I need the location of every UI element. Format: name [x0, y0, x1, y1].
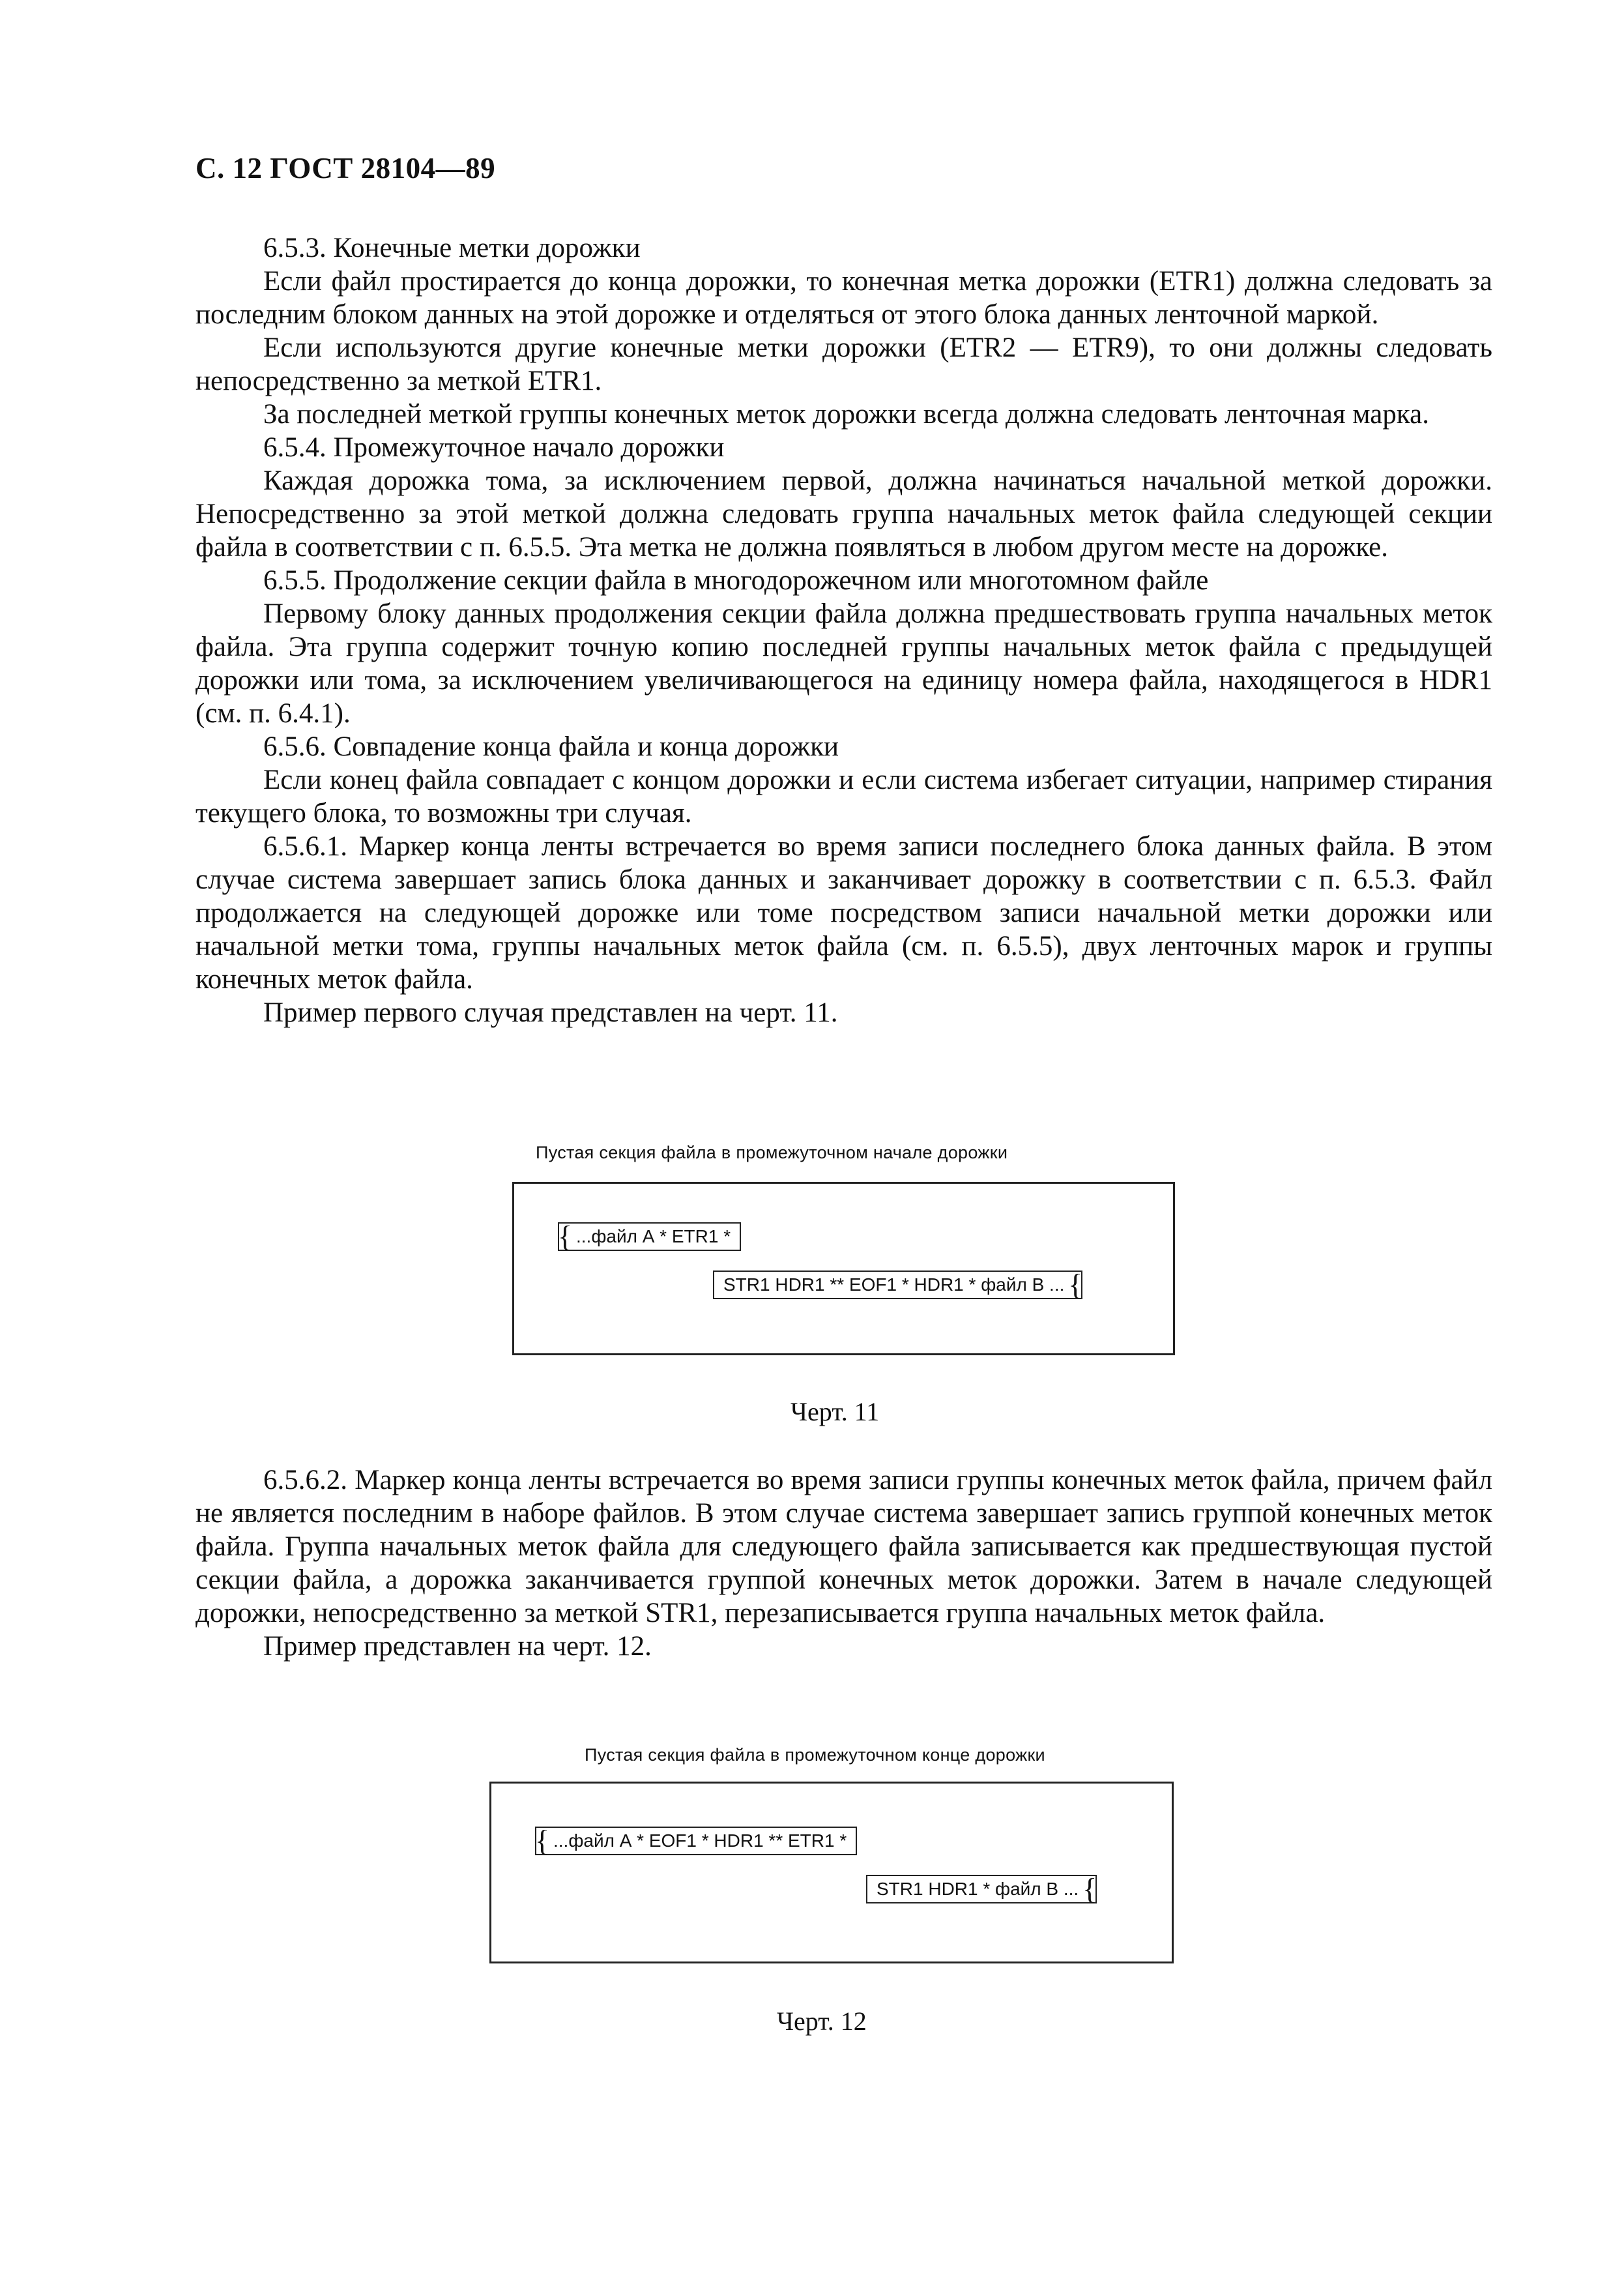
- section-heading: 6.5.5. Продолжение секции файла в многодорожечном или многотомном файле: [263, 565, 1209, 596]
- section-heading: 6.5.4. Промежуточное начало дорожки: [263, 432, 725, 463]
- figure-12-tape-start: [866, 1872, 1097, 1905]
- text-block-2: [196, 1463, 1492, 1663]
- tape-label: ...файл А * EOF1 * HDR1 ** ETR1 *: [553, 1830, 847, 1851]
- section-heading: 6.5.3. Конечные метки дорожки: [263, 233, 641, 263]
- section-heading: 6.5.6. Совпадение конца файла и конца дорожки: [263, 731, 839, 762]
- tape-label: STR1 HDR1 * файл В ...: [877, 1879, 1079, 1899]
- figure-11-frame: [512, 1182, 1175, 1355]
- paragraph: 6.5.6.1. Маркер конца ленты встречается во время записи последнего блока данных файла. В этом случае система завершает запись блока данных и заканчивает дорожку в соответствии с п. 6.5.3. Файл продолжается на следующей дорожке или томе посредством записи начальной метки дорожки или начальной метки тома, группы начальных меток файла (см. п. 6.5.5), двух ленточных марок и группы конечных меток файла.: [196, 831, 1492, 995]
- paragraph: За последней меткой группы конечных меток дорожки всегда должна следовать ленточная марка.: [263, 399, 1429, 430]
- tape-label: STR1 HDR1 ** EOF1 * HDR1 * файл В ...: [723, 1274, 1065, 1295]
- figure-11-tape-end: [558, 1222, 741, 1251]
- figure-12-caption: Черт. 12: [777, 2006, 867, 2036]
- paragraph: Первому блоку данных продолжения секции файла должна предшествовать группа начальных меток файла. Эта группа содержит точную копию последней группы начальных меток файла с предыдущей дорожки или тома, за исключением увеличивающегося на единицу номера файла, находящегося в HDR1 (см. п. 6.4.1).: [196, 598, 1492, 729]
- paragraph: Пример представлен на черт. 12.: [263, 1631, 652, 1662]
- tape-label: ...файл А * ETR1 *: [576, 1226, 731, 1246]
- figure-11-tape-start: [713, 1268, 1083, 1301]
- paragraph: Если используются другие конечные метки дорожки (ETR2 — ETR9), то они должны следовать непосредственно за меткой ETR1.: [196, 332, 1492, 396]
- figure-12-frame: [489, 1782, 1174, 1963]
- paragraph: 6.5.6.2. Маркер конца ленты встречается во время записи группы конечных меток файла, причем файл не является последним в наборе файлов. В этом случае система завершает запись группой конечных меток файла. Группа начальных меток файла для следующего файла записывается как предшествующая пустой секции файла, а дорожка заканчивается группой конечных меток дорожки. Затем в начале следующей дорожки, непосредственно за меткой STR1, перезаписывается группа начальных меток файла.: [196, 1465, 1492, 1628]
- tape-break-icon: {: [1082, 1872, 1097, 1905]
- figure-12-tape-end: [535, 1824, 857, 1857]
- figure-11-caption: Черт. 11: [790, 1397, 880, 1426]
- paragraph: Если файл простирается до конца дорожки, то конечная метка дорожки (ETR1) должна следовать за последним блоком данных на этой дорожке и отделяться от этого блока данных ленточной маркой.: [196, 266, 1492, 330]
- tape-break-icon: {: [535, 1824, 550, 1857]
- figure-12-title: Пустая секция файла в промежуточном конце дорожки: [585, 1745, 1045, 1765]
- text-block-1: [196, 231, 1492, 1029]
- figure-11-title: Пустая секция файла в промежуточном начале дорожки: [536, 1143, 1008, 1162]
- page-header: С. 12 ГОСТ 28104—89: [196, 152, 496, 184]
- paragraph: Каждая дорожка тома, за исключением первой, должна начинаться начальной меткой дорожки. Непосредственно за этой меткой должна следовать группа начальных меток файла следующей секции файла в соответствии с п. 6.5.5. Эта метка не должна появляться в любом другом месте на дорожке.: [196, 465, 1492, 563]
- tape-break-icon: {: [1068, 1268, 1083, 1301]
- paragraph: Пример первого случая представлен на черт. 11.: [263, 997, 838, 1028]
- paragraph: Если конец файла совпадает с концом дорожки и если система избегает ситуации, например стирания текущего блока, то возможны три случая.: [196, 765, 1492, 829]
- tape-break-icon: {: [558, 1220, 573, 1253]
